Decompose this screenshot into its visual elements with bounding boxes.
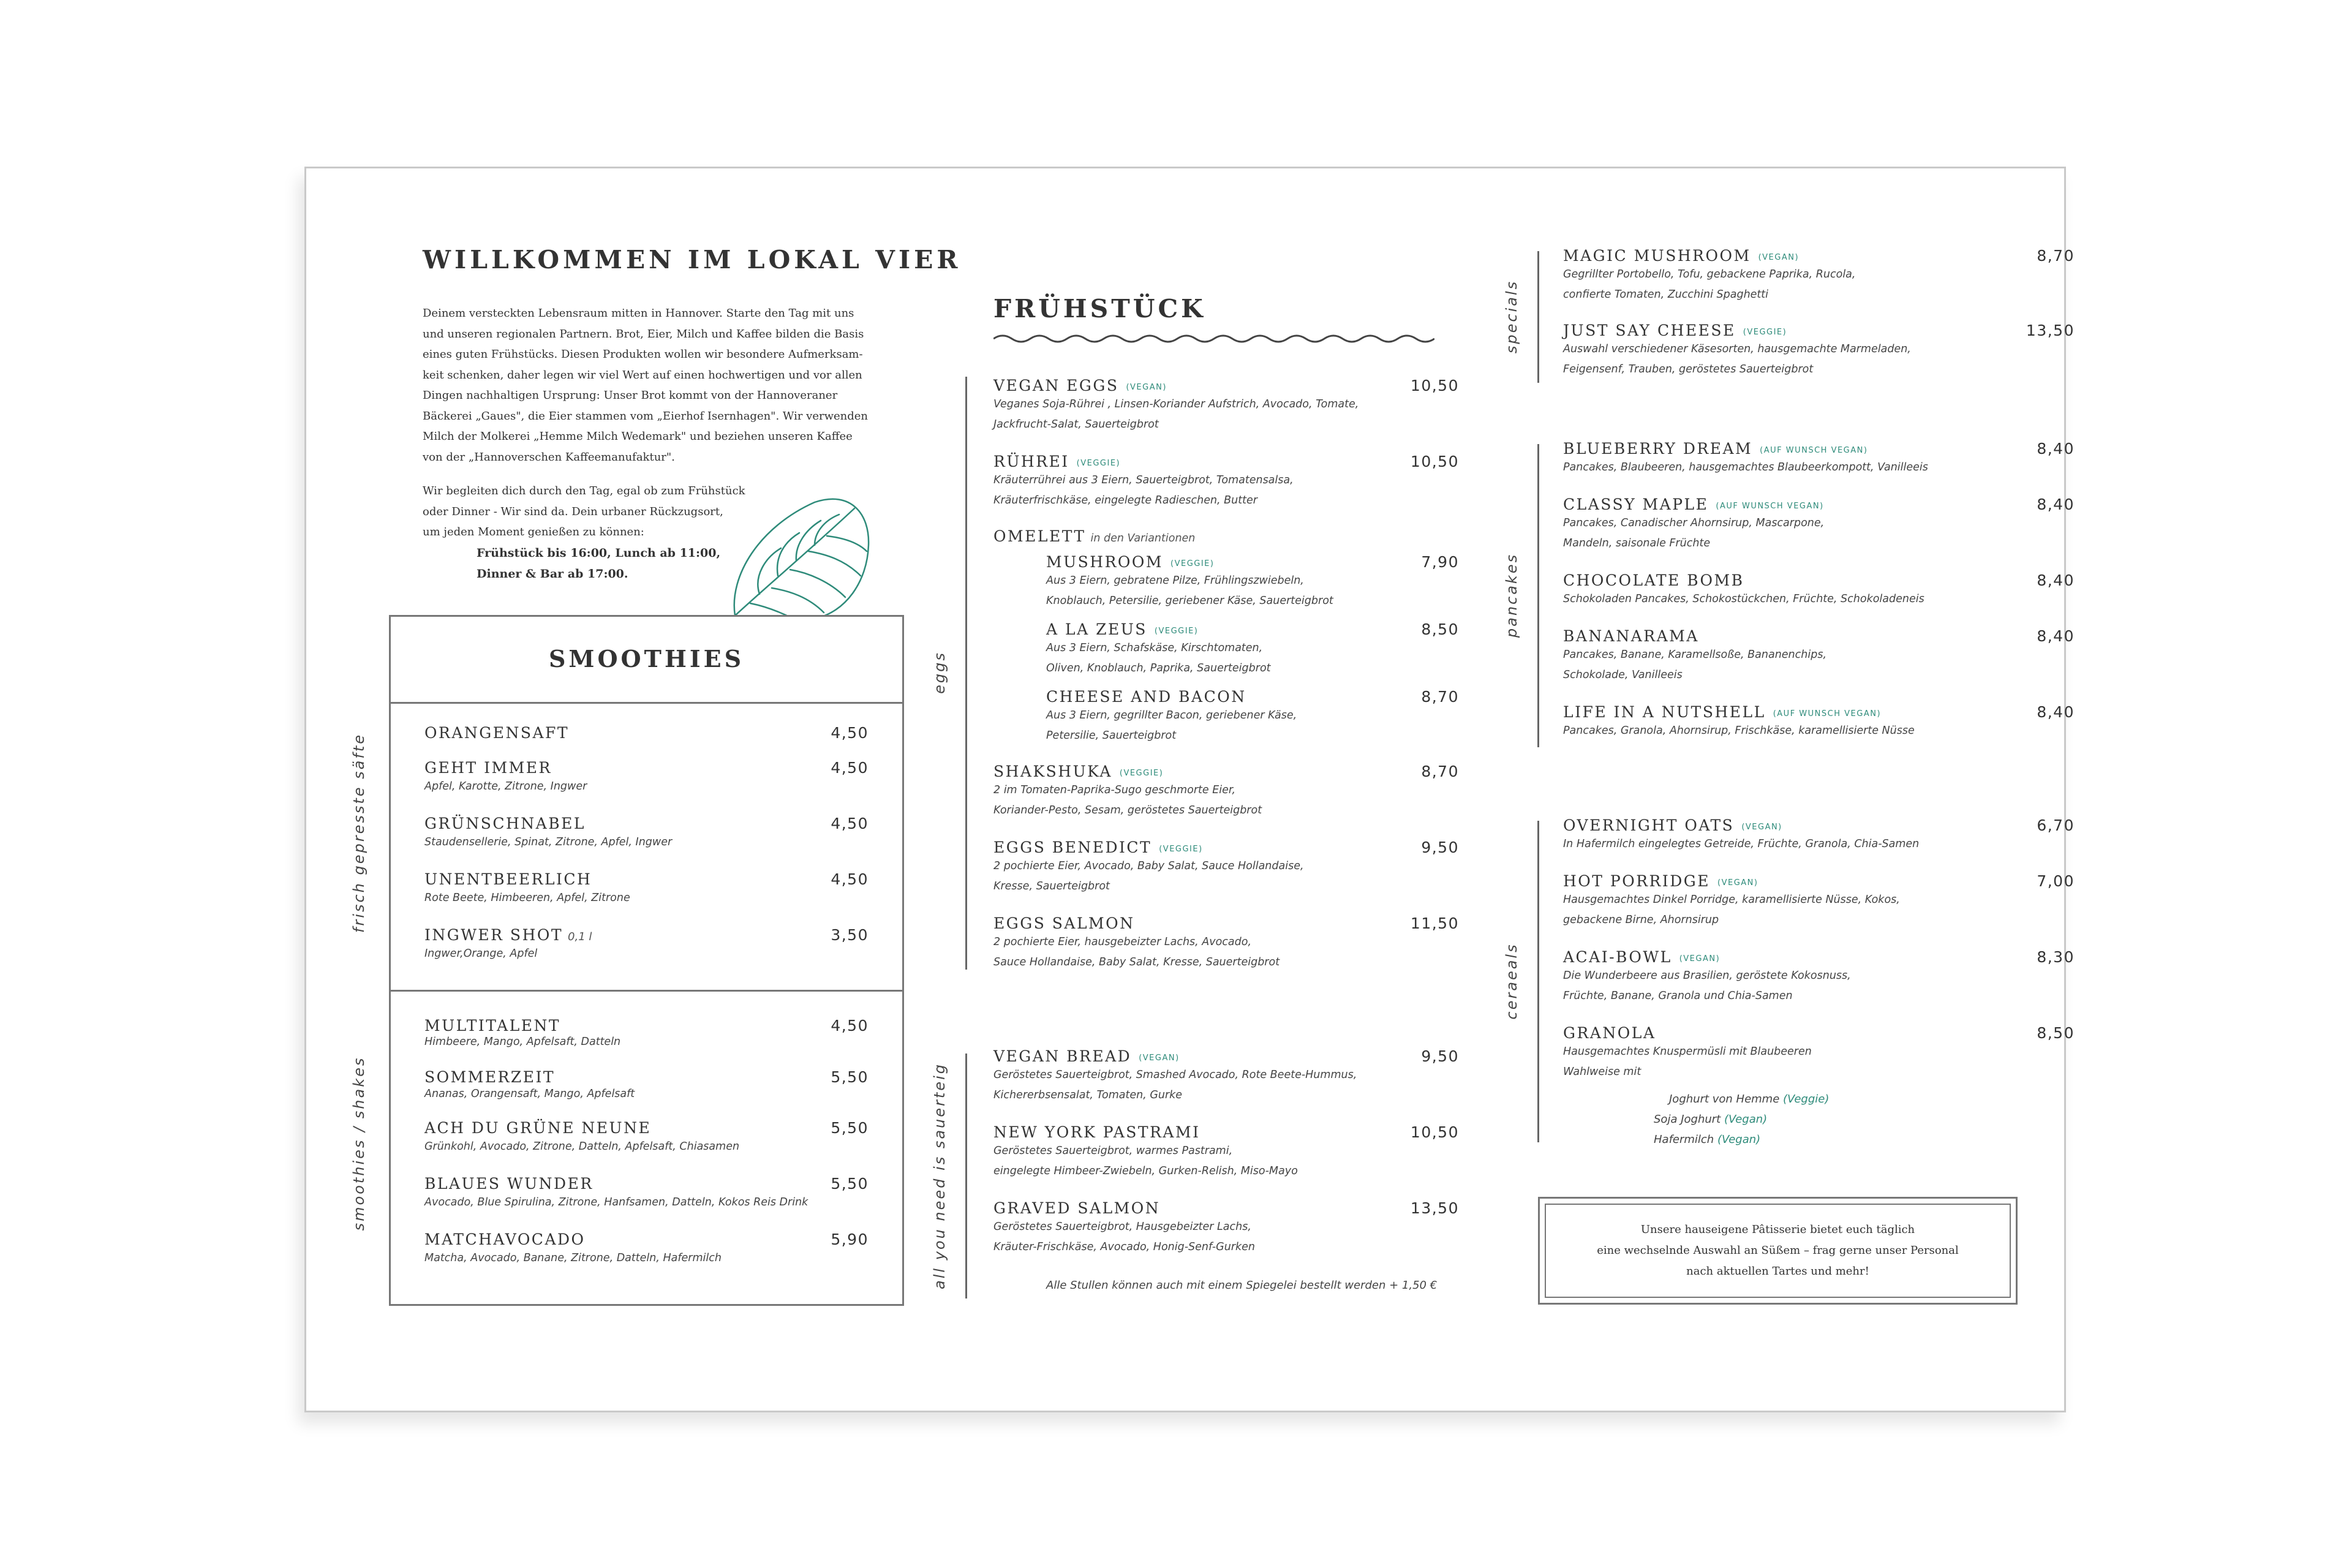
item-name: BLAUES WUNDER xyxy=(424,1175,594,1193)
list-item xyxy=(1046,688,1297,746)
item-price: 3,50 xyxy=(831,926,869,944)
item-description: Aus 3 Eiern, gegrillter Bacon, geriebener Käse, xyxy=(1046,709,1297,722)
list-item xyxy=(1563,247,1855,305)
item-description: Hausgemachtes Dinkel Porridge, karamellisierte Nüsse, Kokos, xyxy=(1563,894,1900,906)
item-tag: (VEGAN) xyxy=(1679,954,1721,963)
item-price: 10,50 xyxy=(1410,1123,1459,1141)
label-fresh-juices: frisch gepresste säfte xyxy=(350,733,368,933)
item-price: 4,50 xyxy=(831,815,869,832)
item-description: eingelegte Himbeer-Zwiebeln, Gurken-Relish, Miso-Mayo xyxy=(993,1165,1298,1177)
item-description: Sauce Hollandaise, Baby Salat, Kresse, Sauerteigbrot xyxy=(993,956,1280,968)
item-description: gebackene Birne, Ahornsirup xyxy=(1563,914,1719,926)
item-description: Rote Beete, Himbeeren, Apfel, Zitrone xyxy=(424,892,630,904)
item-tag: (VEGAN) xyxy=(1758,253,1800,262)
item-description: confierte Tomaten, Zucchini Spaghetti xyxy=(1563,288,1769,301)
item-description: Matcha, Avocado, Banane, Zitrone, Datteln, Hafermilch xyxy=(424,1252,722,1264)
item-name: RÜHREI xyxy=(993,453,1069,470)
label-smoothies-shakes: smoothies / shakes xyxy=(350,1056,368,1231)
patisserie-inner xyxy=(1545,1204,2011,1298)
item-size: 0,1 l xyxy=(568,930,592,943)
item-description: Geröstetes Sauerteigbrot, warmes Pastrami, xyxy=(993,1145,1233,1157)
item-name: BLUEBERRY DREAM xyxy=(1563,440,1753,458)
intro-line: keit schenken, daher legen wir viel Wert auf einen hochwertigen und vor allen xyxy=(423,368,862,382)
intro-line: Bäckerei „Gaues", die Eier stammen vom „Eierhof Isernhagen". Wir verwenden xyxy=(423,409,869,423)
list-item xyxy=(424,1119,739,1157)
item-tag: (VEGGIE) xyxy=(1743,328,1787,337)
item-name: LIFE IN A NUTSHELL xyxy=(1563,703,1766,721)
item-name: CHOCOLATE BOMB xyxy=(1563,571,1744,589)
intro-line: oder Dinner - Wir sind da. Dein urbaner Rückzugsort, xyxy=(423,505,723,518)
item-price: 10,50 xyxy=(1410,377,1459,394)
item-price: 13,50 xyxy=(2026,322,2075,339)
item-name: ORANGENSAFT xyxy=(424,724,570,742)
intro-line: Milch der Molkerei „Hemme Milch Wedemark" und beziehen unseren Kaffee xyxy=(423,430,853,443)
item-description: Koriander-Pesto, Sesam, geröstetes Sauerteigbrot xyxy=(993,804,1262,816)
item-description: Schokolade, Vanilleeis xyxy=(1563,669,1683,681)
item-description: Staudensellerie, Spinat, Zitrone, Apfel, Ingwer xyxy=(424,836,673,848)
list-item xyxy=(424,1068,635,1102)
item-price: 4,50 xyxy=(831,1017,869,1035)
menu-sheet xyxy=(304,167,2075,1412)
list-item xyxy=(1563,440,1928,478)
item-description: Kresse, Sauerteigbrot xyxy=(993,880,1110,892)
item-name: BANANARAMA xyxy=(1563,627,1699,645)
item-description: Grünkohl, Avocado, Zitrone, Datteln, Apfelsaft, Chiasamen xyxy=(424,1140,740,1153)
item-price: 5,50 xyxy=(831,1119,869,1137)
list-item xyxy=(424,870,630,908)
item-description: Früchte, Banane, Granola und Chia-Samen xyxy=(1563,990,1793,1002)
pancakes-rule xyxy=(1537,444,1539,747)
item-tag: (VEGGIE) xyxy=(1154,627,1199,636)
list-item xyxy=(1563,816,1919,854)
wave-divider xyxy=(993,333,1434,345)
opening-hours xyxy=(477,543,720,584)
item-description: Mandeln, saisonale Früchte xyxy=(1563,537,1711,549)
label-eggs: eggs xyxy=(931,651,948,694)
label-cereals: ceraeals xyxy=(1503,943,1520,1020)
item-description: Pancakes, Canadischer Ahornsirup, Mascarpone, xyxy=(1563,517,1825,529)
list-item xyxy=(424,815,672,853)
item-name: SOMMERZEIT xyxy=(424,1068,556,1086)
item-price: 9,50 xyxy=(1421,1047,1459,1065)
list-item xyxy=(424,926,592,964)
item-description: Aus 3 Eiern, Schafskäse, Kirschtomaten, xyxy=(1046,642,1263,654)
item-name: CHEESE AND BACON xyxy=(1046,688,1246,706)
item-description: Hausgemachtes Knuspermüsli mit Blaubeeren xyxy=(1563,1046,1812,1058)
list-item xyxy=(993,763,1262,821)
list-item xyxy=(993,839,1304,897)
item-subtitle: in den Variantionen xyxy=(1090,532,1196,545)
item-description: 2 pochierte Eier, Avocado, Baby Salat, Sauce Hollandaise, xyxy=(993,860,1304,872)
item-price: 8,40 xyxy=(2037,703,2075,721)
item-description: Himbeere, Mango, Apfelsaft, Datteln xyxy=(424,1036,621,1048)
item-name: MULTITALENT xyxy=(424,1017,561,1035)
intro-paragraph-1 xyxy=(423,303,888,467)
item-tag: (AUF WUNSCH VEGAN) xyxy=(1773,709,1882,718)
option-line xyxy=(1654,1109,1829,1129)
item-tag: (VEGAN) xyxy=(1717,878,1758,888)
list-item xyxy=(424,1175,808,1213)
item-name: ACH DU GRÜNE NEUNE xyxy=(424,1119,652,1137)
intro-line: Deinem versteckten Lebensraum mitten in Hannover. Starte den Tag mit uns xyxy=(423,307,854,320)
divider xyxy=(391,990,902,992)
intro-line: und unseren regionalen Partnern. Brot, Eier, Milch und Kaffee bilden die Basis xyxy=(423,327,864,341)
item-price: 8,50 xyxy=(2037,1024,2075,1042)
option-tag: (Vegan) xyxy=(1724,1113,1768,1126)
intro-line: Dingen nachhaltigen Ursprung: Unser Brot kommt von der Hannoveraner xyxy=(423,389,838,402)
item-name: GRAVED SALMON xyxy=(993,1199,1161,1217)
list-item xyxy=(424,1017,620,1049)
list-item xyxy=(424,759,587,797)
item-description: Veganes Soja-Rührei , Linsen-Koriander Aufstrich, Avocado, Tomate, xyxy=(993,398,1359,410)
list-item xyxy=(1563,496,1824,554)
specials-rule xyxy=(1537,251,1539,383)
item-tag: (VEGGIE) xyxy=(1159,845,1203,854)
bread-rule xyxy=(965,1054,967,1298)
option-tag: (Vegan) xyxy=(1717,1133,1761,1146)
item-price: 9,50 xyxy=(1421,839,1459,856)
sandwich-note: Alle Stullen können auch mit einem Spiegelei bestellt werden + 1,50 € xyxy=(1046,1279,1438,1292)
list-item xyxy=(1046,553,1333,611)
item-name: GEHT IMMER xyxy=(424,759,552,777)
item-price: 8,40 xyxy=(2037,440,2075,458)
list-item xyxy=(993,1047,1357,1106)
item-price: 6,70 xyxy=(2037,816,2075,834)
eggs-rule xyxy=(965,377,967,970)
item-name: ACAI-BOWL xyxy=(1563,948,1672,966)
item-description: Kräuterfrischkäse, eingelegte Radieschen, Butter xyxy=(993,494,1257,507)
item-description: Die Wunderbeere aus Brasilien, geröstete Kokosnuss, xyxy=(1563,970,1851,982)
item-price: 8,70 xyxy=(1421,763,1459,780)
item-price: 8,70 xyxy=(1421,688,1459,706)
list-item xyxy=(993,1123,1298,1182)
intro-line: von der „Hannoverschen Kaffeemanufaktur". xyxy=(423,450,675,464)
item-tag: (VEGAN) xyxy=(1741,823,1782,832)
item-name: GRANOLA xyxy=(1563,1024,1656,1042)
patisserie-line: eine wechselnde Auswahl an Süßem – frag gerne unser Personal xyxy=(1597,1244,1959,1257)
item-description: Wahlweise mit xyxy=(1563,1066,1642,1078)
granola-options xyxy=(1654,1089,1830,1150)
label-specials: specials xyxy=(1503,279,1520,354)
list-item xyxy=(993,453,1294,511)
item-name: MUSHROOM xyxy=(1046,553,1164,571)
intro-line: um jeden Moment genießen zu können: xyxy=(423,526,644,538)
option-text: Soja Joghurt xyxy=(1654,1113,1721,1126)
cereals-rule xyxy=(1537,821,1539,1142)
item-description: Schokoladen Pancakes, Schokostückchen, Früchte, Schokoladeneis xyxy=(1563,593,1924,605)
item-name: INGWER SHOT xyxy=(424,926,564,944)
item-price: 5,50 xyxy=(831,1175,869,1193)
item-price: 8,40 xyxy=(2037,627,2075,645)
item-name: EGGS SALMON xyxy=(993,914,1135,932)
list-item xyxy=(1563,872,1900,930)
option-tag: (Veggie) xyxy=(1783,1093,1830,1106)
item-price: 4,50 xyxy=(831,724,869,742)
label-pancakes: pancakes xyxy=(1503,552,1520,638)
list-item xyxy=(993,377,1359,435)
item-description: Pancakes, Blaubeeren, hausgemachtes Blaubeerkompott, Vanilleeis xyxy=(1563,461,1928,473)
item-description: Kräuterrührei aus 3 Eiern, Sauerteigbrot, Tomatensalsa, xyxy=(993,474,1294,486)
item-description: Gegrillter Portobello, Tofu, gebackene Paprika, Rucola, xyxy=(1563,268,1856,281)
list-item xyxy=(1563,571,1924,609)
opening-hours-line: Frühstück bis 16:00, Lunch ab 11:00, xyxy=(477,546,721,560)
list-item xyxy=(1563,703,1915,741)
item-tag: (VEGGIE) xyxy=(1119,769,1164,778)
list-item xyxy=(993,1199,1255,1257)
item-description: Oliven, Knoblauch, Paprika, Sauerteigbrot xyxy=(1046,662,1271,674)
monstera-leaf-icon xyxy=(723,490,873,619)
item-name: EGGS BENEDICT xyxy=(993,839,1152,856)
list-item xyxy=(1563,1024,1812,1082)
patisserie-line: nach aktuellen Tartes und mehr! xyxy=(1686,1265,1869,1278)
item-name: MAGIC MUSHROOM xyxy=(1563,247,1751,265)
item-name: HOT PORRIDGE xyxy=(1563,872,1711,890)
item-description: Jackfrucht-Salat, Sauerteigbrot xyxy=(993,418,1159,431)
patisserie-box xyxy=(1538,1197,2018,1305)
item-price: 11,50 xyxy=(1410,914,1459,932)
option-text: Hafermilch xyxy=(1654,1133,1714,1146)
item-name: NEW YORK PASTRAMI xyxy=(993,1123,1200,1141)
item-tag: (VEGAN) xyxy=(1126,383,1167,392)
item-description: 2 pochierte Eier, hausgebeizter Lachs, Avocado, xyxy=(993,936,1252,948)
smoothies-title: SMOOTHIES xyxy=(548,645,745,673)
option-line xyxy=(1654,1129,1829,1150)
item-price: 5,50 xyxy=(831,1068,869,1086)
divider xyxy=(391,702,902,704)
item-price: 5,90 xyxy=(831,1231,869,1248)
item-price: 7,90 xyxy=(1421,553,1459,571)
item-description: Aus 3 Eiern, gebratene Pilze, Frühlingszwiebeln, xyxy=(1046,575,1304,587)
intro-line: eines guten Frühstücks. Diesen Produkten wollen wir besondere Aufmerksam- xyxy=(423,348,863,361)
item-name: VEGAN EGGS xyxy=(993,377,1119,394)
intro-line: Wir begleiten dich durch den Tag, egal ob zum Frühstück xyxy=(423,484,745,497)
item-price: 13,50 xyxy=(1410,1199,1459,1217)
item-description: 2 im Tomaten-Paprika-Sugo geschmorte Eier, xyxy=(993,784,1236,796)
item-description: Pancakes, Granola, Ahornsirup, Frischkäse, karamellisierte Nüsse xyxy=(1563,725,1915,737)
item-tag: (VEGAN) xyxy=(1139,1054,1180,1063)
item-name: OVERNIGHT OATS xyxy=(1563,816,1735,834)
item-description: Pancakes, Banane, Karamellsoße, Bananenchips, xyxy=(1563,649,1827,661)
item-description: Ingwer,Orange, Apfel xyxy=(424,948,538,960)
opening-hours-line: Dinner & Bar ab 17:00. xyxy=(477,567,628,581)
list-item xyxy=(1563,322,1911,380)
breakfast-title: FRÜHSTÜCK xyxy=(993,294,1206,323)
item-name: JUST SAY CHEESE xyxy=(1563,322,1736,339)
item-description: Kräuter-Frischkäse, Avocado, Honig-Senf-Gurken xyxy=(993,1241,1256,1253)
smoothies-box xyxy=(389,615,904,1306)
list-item xyxy=(424,724,569,742)
list-item xyxy=(424,1231,722,1268)
item-description: Geröstetes Sauerteigbrot, Hausgebeizter Lachs, xyxy=(993,1221,1251,1233)
item-description: Apfel, Karotte, Zitrone, Ingwer xyxy=(424,780,587,793)
item-description: Kichererbsensalat, Tomaten, Gurke xyxy=(993,1089,1183,1101)
option-text: Joghurt von Hemme xyxy=(1669,1093,1780,1106)
patisserie-line: Unsere hauseigene Pâtisserie bietet euch täglich xyxy=(1640,1223,1915,1236)
item-name: MATCHAVOCADO xyxy=(424,1231,586,1248)
item-tag: (AUF WUNSCH VEGAN) xyxy=(1760,446,1868,455)
item-name: VEGAN BREAD xyxy=(993,1047,1132,1065)
item-description: Ananas, Orangensaft, Mango, Apfelsaft xyxy=(424,1088,635,1100)
item-price: 4,50 xyxy=(831,870,869,888)
option-line xyxy=(1669,1089,1829,1109)
item-description: Petersilie, Sauerteigbrot xyxy=(1046,729,1177,742)
item-name: GRÜNSCHNABEL xyxy=(424,815,586,832)
item-name: UNENTBEERLICH xyxy=(424,870,592,888)
intro-title: WILLKOMMEN IM LOKAL VIER xyxy=(423,245,962,274)
item-price: 8,30 xyxy=(2037,948,2075,966)
list-item xyxy=(1046,620,1271,679)
item-tag: (AUF WUNSCH VEGAN) xyxy=(1716,502,1824,511)
item-description: Feigensenf, Trauben, geröstetes Sauerteigbrot xyxy=(1563,363,1814,375)
item-price: 8,40 xyxy=(2037,496,2075,513)
item-price: 4,50 xyxy=(831,759,869,777)
item-description: Geröstetes Sauerteigbrot, Smashed Avocado, Rote Beete-Hummus, xyxy=(993,1069,1357,1081)
item-name: CLASSY MAPLE xyxy=(1563,496,1709,513)
item-price: 8,50 xyxy=(1421,620,1459,638)
list-item xyxy=(1563,627,1826,685)
item-tag: (VEGGIE) xyxy=(1170,559,1215,568)
item-price: 8,70 xyxy=(2037,247,2075,265)
list-item xyxy=(993,914,1280,973)
item-tag: (VEGGIE) xyxy=(1076,459,1121,468)
item-description: Avocado, Blue Spirulina, Zitrone, Hanfsamen, Datteln, Kokos Reis Drink xyxy=(424,1196,809,1208)
item-price: 8,40 xyxy=(2037,571,2075,589)
label-sourdough: all you need is sauerteig xyxy=(931,1063,948,1289)
omelett-heading xyxy=(993,527,1195,545)
item-name: A LA ZEUS xyxy=(1046,620,1147,638)
item-name: OMELETT xyxy=(993,527,1086,545)
item-name: SHAKSHUKA xyxy=(993,763,1112,780)
item-description: Knoblauch, Petersilie, geriebener Käse, Sauerteigbrot xyxy=(1046,595,1333,607)
item-description: Auswahl verschiedener Käsesorten, hausgemachte Marmeladen, xyxy=(1563,343,1911,355)
item-description: In Hafermilch eingelegtes Getreide, Früchte, Granola, Chia-Samen xyxy=(1563,838,1920,850)
list-item xyxy=(1563,948,1851,1006)
item-price: 10,50 xyxy=(1410,453,1459,470)
item-price: 7,00 xyxy=(2037,872,2075,890)
